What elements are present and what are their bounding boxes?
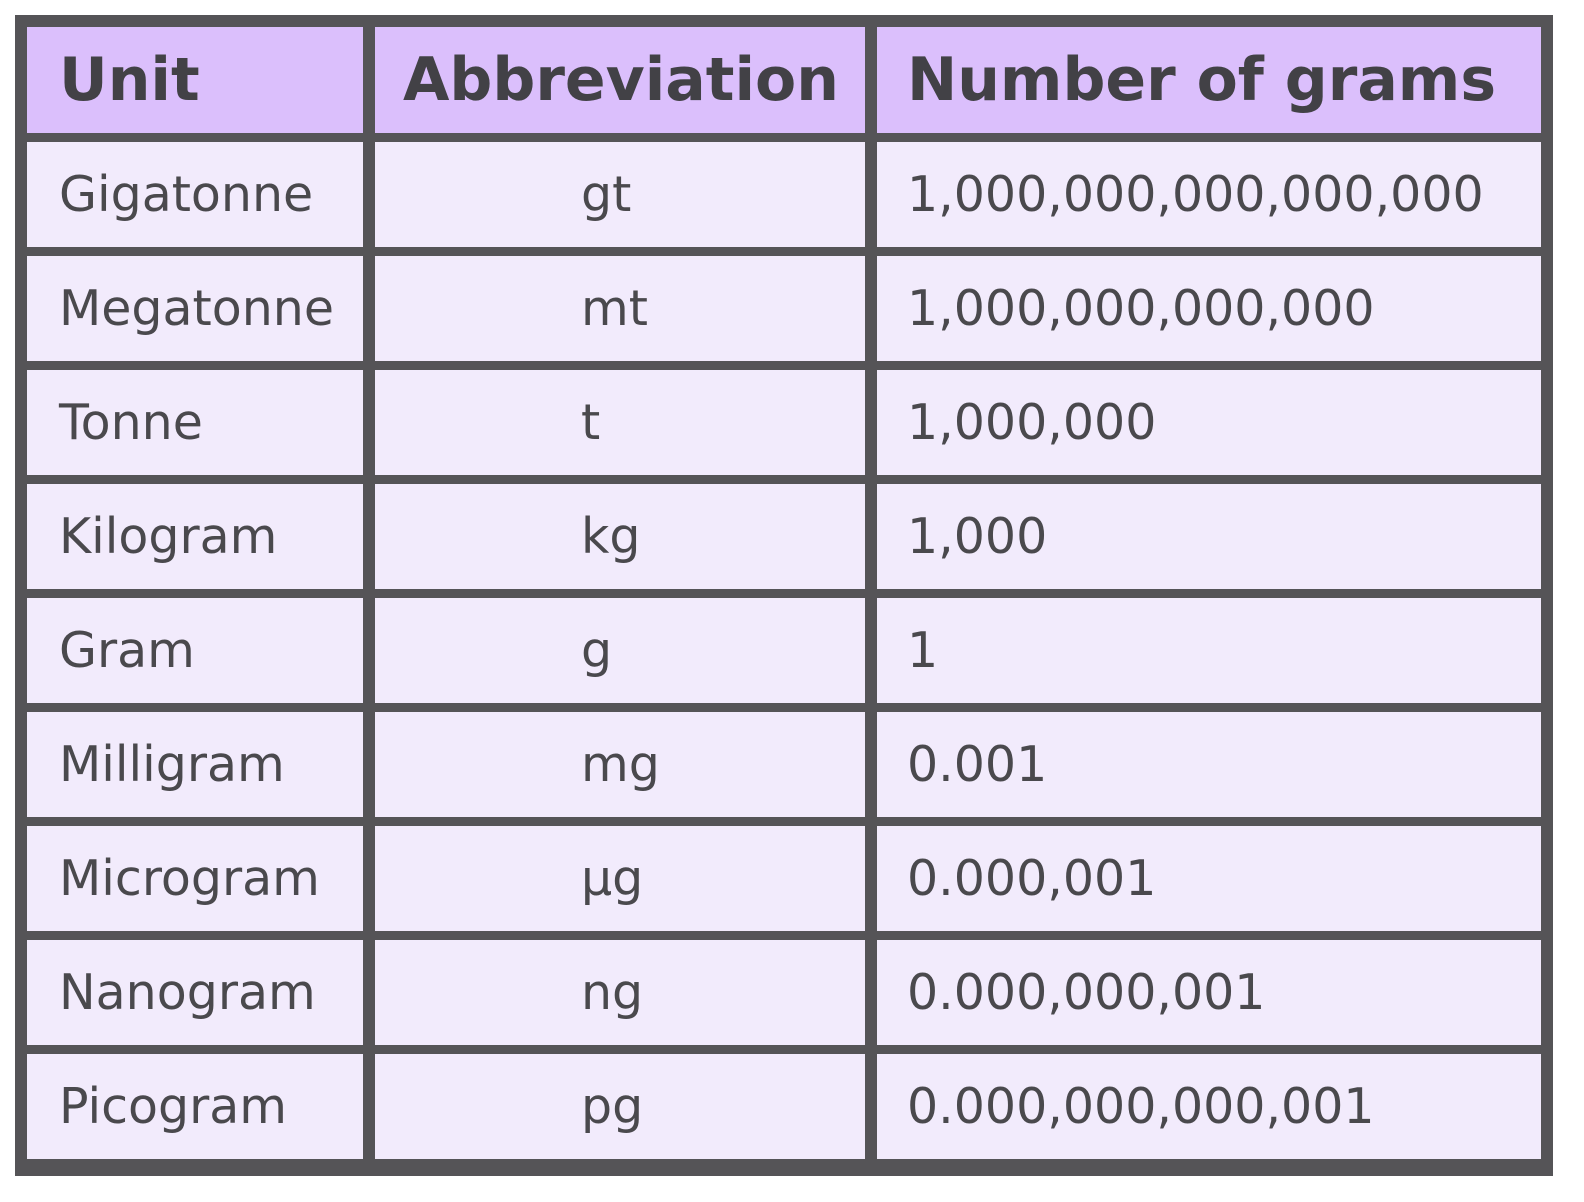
cell-unit: Kilogram	[27, 484, 363, 589]
header-unit: Unit	[27, 27, 363, 133]
cell-unit: Gram	[27, 598, 363, 703]
cell-abbreviation: gt	[375, 142, 865, 247]
cell-unit: Tonne	[27, 370, 363, 475]
cell-grams: 1,000,000,000,000	[877, 256, 1541, 361]
cell-abbreviation: g	[375, 598, 865, 703]
cell-unit: Megatonne	[27, 256, 363, 361]
cell-grams: 0.001	[877, 712, 1541, 817]
cell-grams: 0.000,001	[877, 826, 1541, 931]
cell-grams: 1,000,000	[877, 370, 1541, 475]
cell-abbreviation: kg	[375, 484, 865, 589]
cell-abbreviation: pg	[375, 1054, 865, 1159]
cell-grams: 1	[877, 598, 1541, 703]
cell-unit: Gigatonne	[27, 142, 363, 247]
grams-conversion-table	[15, 15, 1553, 1176]
cell-abbreviation: mt	[375, 256, 865, 361]
cell-unit: Milligram	[27, 712, 363, 817]
cell-unit: Picogram	[27, 1054, 363, 1159]
cell-abbreviation: µg	[375, 826, 865, 931]
cell-grams: 0.000,000,000,001	[877, 1054, 1541, 1159]
cell-unit: Nanogram	[27, 940, 363, 1045]
header-number-of-grams: Number of grams	[877, 27, 1541, 133]
cell-abbreviation: ng	[375, 940, 865, 1045]
table-grid	[27, 27, 1541, 1164]
header-abbreviation: Abbreviation	[375, 27, 865, 133]
cell-grams: 0.000,000,001	[877, 940, 1541, 1045]
cell-grams: 1,000	[877, 484, 1541, 589]
cell-grams: 1,000,000,000,000,000	[877, 142, 1541, 247]
cell-abbreviation: mg	[375, 712, 865, 817]
cell-abbreviation: t	[375, 370, 865, 475]
cell-unit: Microgram	[27, 826, 363, 931]
